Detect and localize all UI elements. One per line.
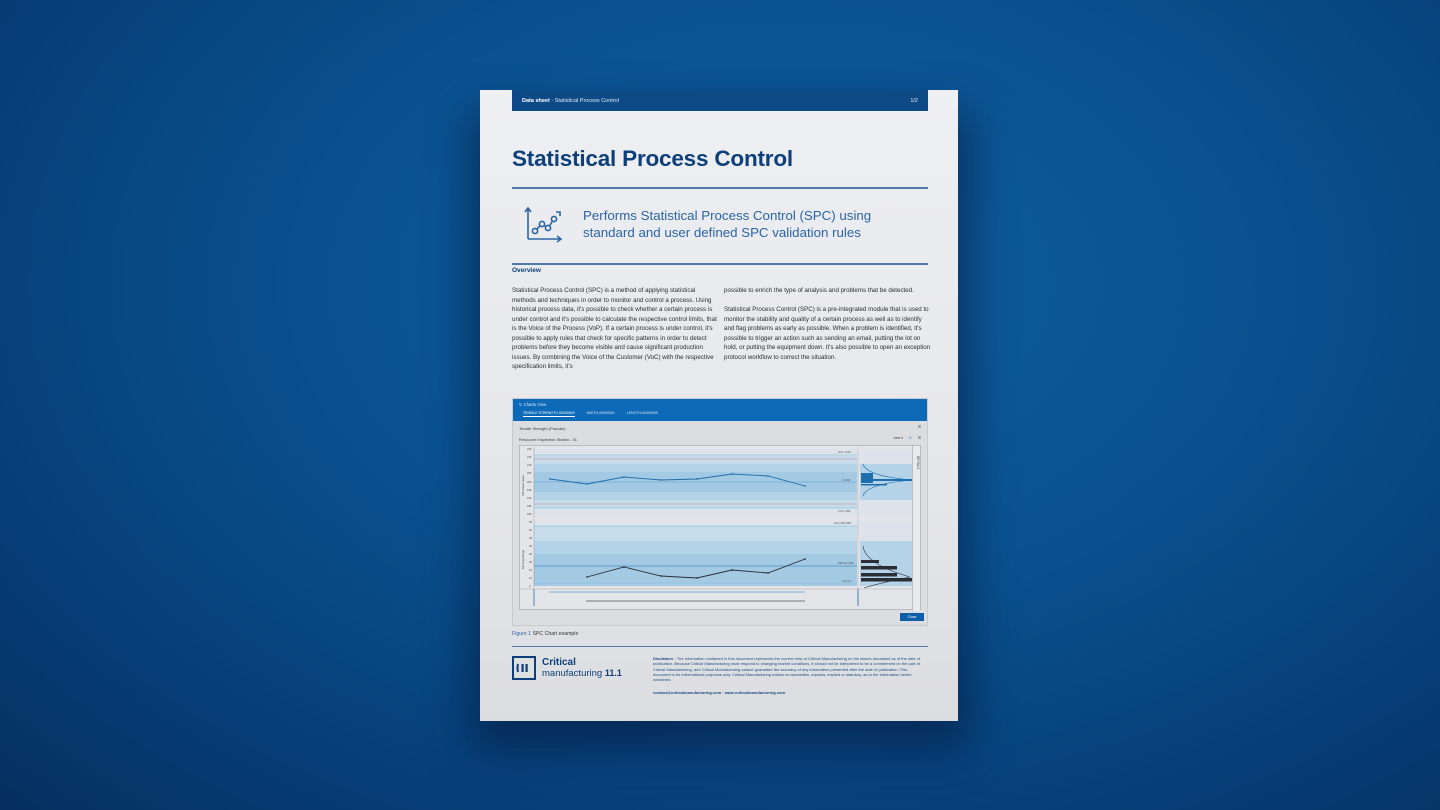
header-label: Data sheet	[522, 97, 550, 104]
svg-text:215: 215	[527, 456, 532, 459]
overview-heading: Overview	[512, 267, 541, 274]
menu-icon[interactable]: ☰	[917, 425, 921, 429]
refresh-icon: ↻	[519, 402, 524, 407]
svg-text:25: 25	[529, 553, 532, 556]
svg-text:185: 185	[527, 505, 532, 508]
svg-text:UCL=39.998: UCL=39.998	[834, 521, 851, 525]
svg-text:180: 180	[527, 513, 532, 516]
tab-width[interactable]: WIDTH-00000001	[586, 411, 615, 415]
svg-text:40: 40	[529, 529, 532, 532]
page-header-bar	[512, 90, 928, 111]
svg-text:220: 220	[527, 448, 532, 451]
spc-chart-figure	[512, 398, 928, 626]
svg-text:195: 195	[527, 489, 532, 492]
svg-text:210: 210	[527, 464, 532, 467]
svg-text:UCL=210: UCL=210	[838, 450, 851, 454]
svg-text:Moving Range: Moving Range	[521, 549, 525, 569]
page-number: 1/2	[910, 97, 918, 104]
spc-chart-area	[519, 445, 921, 610]
svg-text:15: 15	[529, 569, 532, 572]
close-button[interactable]: Close	[900, 613, 924, 621]
disclaimer-text: Disclaimer - The information contained in this document represents the current view of Critical Manufacturing on the issues discussed as of the date of publication. Because Critical Manufacturing must respond to changing market conditions, it should not be interpreted to be a commitment on the part of Critical Manufacturing, and Critical Manufacturing cannot guarantee the accuracy of any information presented after the date of publication. This document is for informational purposes only. Critical Manufacturing makes no warranties, express, implied or statutory, as to the information herein contained.	[653, 656, 921, 683]
svg-text:0: 0	[529, 585, 531, 588]
page-title: Statistical Process Control	[512, 146, 793, 171]
company-logo: Critical manufacturing 11.1	[512, 656, 622, 680]
footer-divider	[512, 646, 928, 647]
overview-divider	[512, 263, 928, 265]
refresh-chart-icon[interactable]: ↻	[908, 436, 912, 440]
view-select[interactable]: view ▾	[893, 436, 903, 440]
svg-text:35: 35	[529, 537, 532, 540]
svg-text:30: 30	[529, 545, 532, 548]
charts-view-title: ↻ Charts View	[519, 402, 547, 407]
tab-length[interactable]: LENGTH-00000009	[626, 411, 658, 415]
svg-text:x=200: x=200	[842, 478, 851, 482]
header-section: Statistical Process Control	[554, 97, 619, 104]
logo-mark-icon	[512, 656, 536, 680]
svg-text:205: 205	[527, 472, 532, 475]
details-panel-toggle[interactable]: DETAILS	[912, 446, 920, 611]
overview-column-2: possible to enrich the type of analysis and problems that be detected. Statistical Process Control (SPC) is a pre-integrated module that is used to monitor the stability and quality of a certain process as well as to identify and flag problems as early as possible. When a problem is identified, it's possible to trigger an action such as sending an email, putting the lot on hold, or putting the equipment down. It's also possible to open an exception protocol workflow to correct the situation.	[724, 287, 931, 361]
svg-text:20: 20	[529, 561, 532, 564]
chart-trend-icon	[524, 205, 564, 245]
svg-text:45: 45	[529, 521, 532, 524]
tab-tensile-strength[interactable]: TENSILE STRENGTH-00000009	[523, 411, 575, 415]
svg-text:LCL=0: LCL=0	[842, 579, 851, 583]
svg-text:Individual Value: Individual Value	[521, 475, 525, 496]
datasheet-page	[480, 90, 958, 721]
contact-links[interactable]: contact@criticalmanufacturing.com · www.criticalmanufacturing.com	[653, 690, 785, 695]
svg-text:190: 190	[527, 497, 532, 500]
svg-text:MR=11.288: MR=11.288	[838, 561, 854, 565]
resource-label: Resource Inspection Station - 01	[519, 437, 578, 442]
svg-text:10: 10	[529, 577, 532, 580]
hero-summary: Performs Statistical Process Control (SPC) using standard and user defined SPC validation rules	[583, 208, 872, 240]
svg-text:200: 200	[527, 481, 532, 484]
chart-title: Tensile Strength (Pascals)	[519, 426, 566, 431]
figure-caption: Figure 1 SPC Chart example	[512, 631, 579, 637]
header-breadcrumb: Data sheet · Statistical Process Control	[522, 97, 619, 104]
title-divider	[512, 187, 928, 189]
svg-text:LCL=190: LCL=190	[838, 509, 851, 513]
overview-column-1: Statistical Process Control (SPC) is a method of applying statistical methods and techniques in order to monitor and control a process. Using historical process data, it's possible to check whether a certain process is under control and it's possible to calculate the respective control limits, that is the Voice of the Process (VoP). If a certain process is under control, it's possible to apply rules that check for specific patterns in order to detect problems before they become visible and cause significant production issues. By combining the Voice of the Customer (VoC) with the respective specification limits, it's	[512, 287, 717, 370]
options-icon[interactable]: ☰	[917, 436, 921, 440]
charts-view-header	[513, 399, 927, 421]
chart-tabs	[523, 411, 658, 417]
spc-charts-svg	[520, 446, 914, 611]
